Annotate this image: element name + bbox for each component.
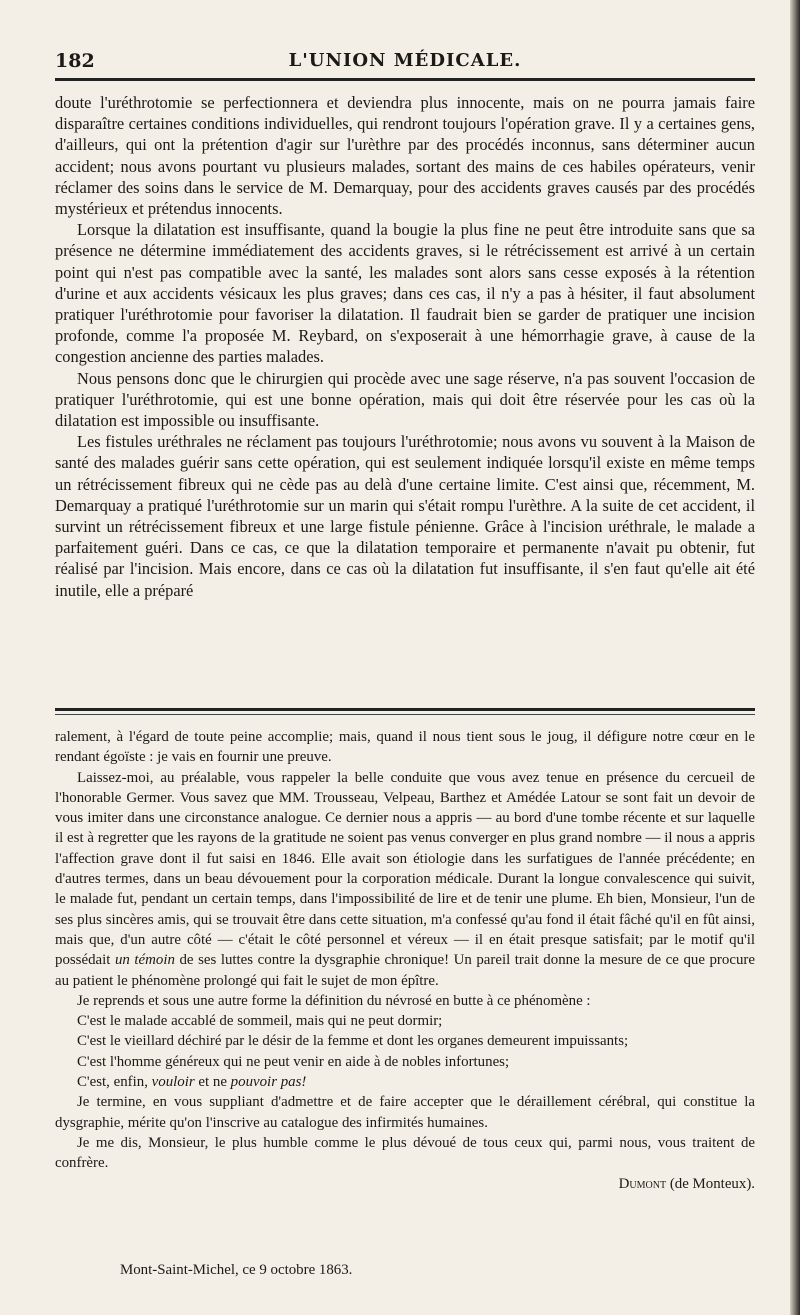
paragraph: [55, 1072, 755, 1092]
feuilleton-text: [55, 727, 755, 1194]
text-run: et ne: [198, 1074, 227, 1091]
signature-place: (de Monteux).: [669, 1175, 755, 1192]
text-run: C'est, enfin,: [77, 1074, 148, 1091]
text-run: de ses luttes contre la dysgraphie chronique! Un pareil trait donne la mesure de ce que procure au patient le phénomène prolongé qui fait le sujet de mon épître.: [55, 952, 755, 989]
text-run: Laissez-moi, au préalable, vous rappeler la belle conduite que vous avez tenue en présence du cercueil de l'honorable Germer. Vous savez que MM. Trousseau, Velpeau, Barthez et Amédée Latour se sont fait un devoir de vous imiter dans une circonstance analogue. Ce dernier nous a appris — au bord d'une tombe récente et sur laquelle il est à regretter que les rayons de la gratitude ne soient pas venus converger en plus grand nombre — il nous a appris l'affection grave dont il fut saisi en 1846. Elle avait son étiologie dans les surfatigues de l'année précédente; en d'autres termes, dans un beau dévouement pour la corporation médicale. Durant la longue convalescence qui suivit, le malade fut, pendant un certain temps, dans l'impossibilité de lire et de tenir une plume. Eh bien, Monsieur, l'un de ses plus sincères amis, qui se trouvait être dans cette situation, m'a confessé qu'au fond il était fâché qu'il en fût ainsi, mais que, d'un autre côté — c'était le côté personnel et véreux — il en était presque satisfait; par le motif qu'il possédait: [55, 769, 755, 969]
emphasis: un témoin: [114, 952, 175, 969]
paragraph: Nous pensons donc que le chirurgien qui procède avec une sage réserve, n'a pas souvent l'occasion de pratiquer l'uréthrotomie, qui est une bonne opération, mais qui doit être réservée pour les cas où la dilatation est impossible ou insuffisante.: [55, 368, 755, 431]
main-article-text: [55, 92, 755, 601]
paragraph: doute l'uréthrotomie se perfectionnera et deviendra plus innocente, mais on ne pourra jamais faire disparaître certaines conditions individuelles, qui rendront toujours l'opération grave. Il y a certaines gens, d'ailleurs, qui ont la prétention d'agir sur l'urèthre par des procédés inconnus, sans déterminer aucun accident; nous avons pourtant vu plusieurs malades, sortant des mains de ces habiles opérateurs, venir réclamer des soins dans le service de M. Demarquay, pour des accidents graves causés par des procédés mystérieux et prétendus innocents.: [55, 93, 755, 219]
signature-name: Dumont: [618, 1175, 667, 1192]
feuilleton-divider-thin: [55, 714, 755, 715]
paragraph: [55, 768, 755, 991]
paragraph: Lorsque la dilatation est insuffisante, quand la bougie la plus fine ne peut être introduite sans que sa présence ne détermine immédiatement des accidents graves, si le rétrécissement est arrivé à un certain point qui n'est pas compatible avec la santé, les malades sont alors sans cesse exposés à la rétention d'urine et aux accidents vésicaux les plus graves; dans ces cas, il n'y a pas à hésiter, il faut absolument pratiquer l'uréthrotomie pour favoriser la dilatation. Il faudrait bien se garder de pratiquer une incision profonde, comme l'a proposée M. Reybard, on s'exposerait à une hémorrhagie grave, à cause de la congestion ancienne des parties malades.: [55, 220, 755, 367]
paragraph: Je reprends et sous une autre forme la définition du névrosé en butte à ce phénomène :: [77, 992, 591, 1009]
page-edge-shadow: [790, 0, 800, 1315]
date-line: Mont-Saint-Michel, ce 9 octobre 1863.: [120, 1262, 353, 1278]
running-header: [55, 46, 755, 76]
paragraph: Je me dis, Monsieur, le plus humble comme le plus dévoué de tous ceux qui, parmi nous, vous traitent de confrère.: [55, 1134, 755, 1172]
emphasis: pouvoir pas!: [230, 1074, 307, 1091]
paragraph: Je termine, en vous suppliant d'admettre et de faire accepter que le déraillement cérébral, qui constitue la dysgraphie, mérite qu'on l'inscrive au catalogue des infirmités humaines.: [55, 1094, 755, 1131]
emphasis: vouloir: [151, 1074, 195, 1091]
paragraph: ralement, à l'égard de toute peine accomplie; mais, quand il nous tient sous le joug, il défigure notre cœur en le rendant égoïste : je vais en fournir une preuve.: [55, 729, 755, 766]
journal-title: L'UNION MÉDICALE.: [288, 50, 522, 71]
paragraph: C'est le malade accablé de sommeil, mais qui ne peut dormir;: [77, 1013, 443, 1030]
signature: [55, 1174, 755, 1194]
feuilleton-divider: [55, 708, 755, 711]
paragraph: C'est le vieillard déchiré par le désir de la femme et dont les organes demeurent impuissants;: [77, 1033, 629, 1050]
paragraph: C'est l'homme généreux qui ne peut venir en aide à de nobles infortunes;: [77, 1053, 510, 1070]
page-number: 182: [55, 50, 95, 72]
paragraph: Les fistules uréthrales ne réclament pas toujours l'uréthrotomie; nous avons vu souvent à la Maison de santé des malades guérir sans cette opération, qui est seulement indiquée lorsqu'il existe en même temps un rétrécissement fibreux qui ne cède pas au delà d'une certaine limite. C'est ainsi que, récemment, M. Demarquay a pratiqué l'uréthrotomie sur un marin qui s'était rompu l'urèthre. A la suite de cet accident, il survint un rétrécissement fibreux et une large fistule pénienne. Grâce à l'incision uréthrale, le malade a parfaitement guéri. Dans ce cas, ce que la dilatation temporaire et permanente n'avait pu obtenir, fut réalisé par l'incision. Mais encore, dans ce cas où la dilatation fut insuffisante, il s'en faut qu'elle ait été inutile, elle a préparé: [55, 432, 755, 600]
header-rule: [55, 78, 755, 81]
